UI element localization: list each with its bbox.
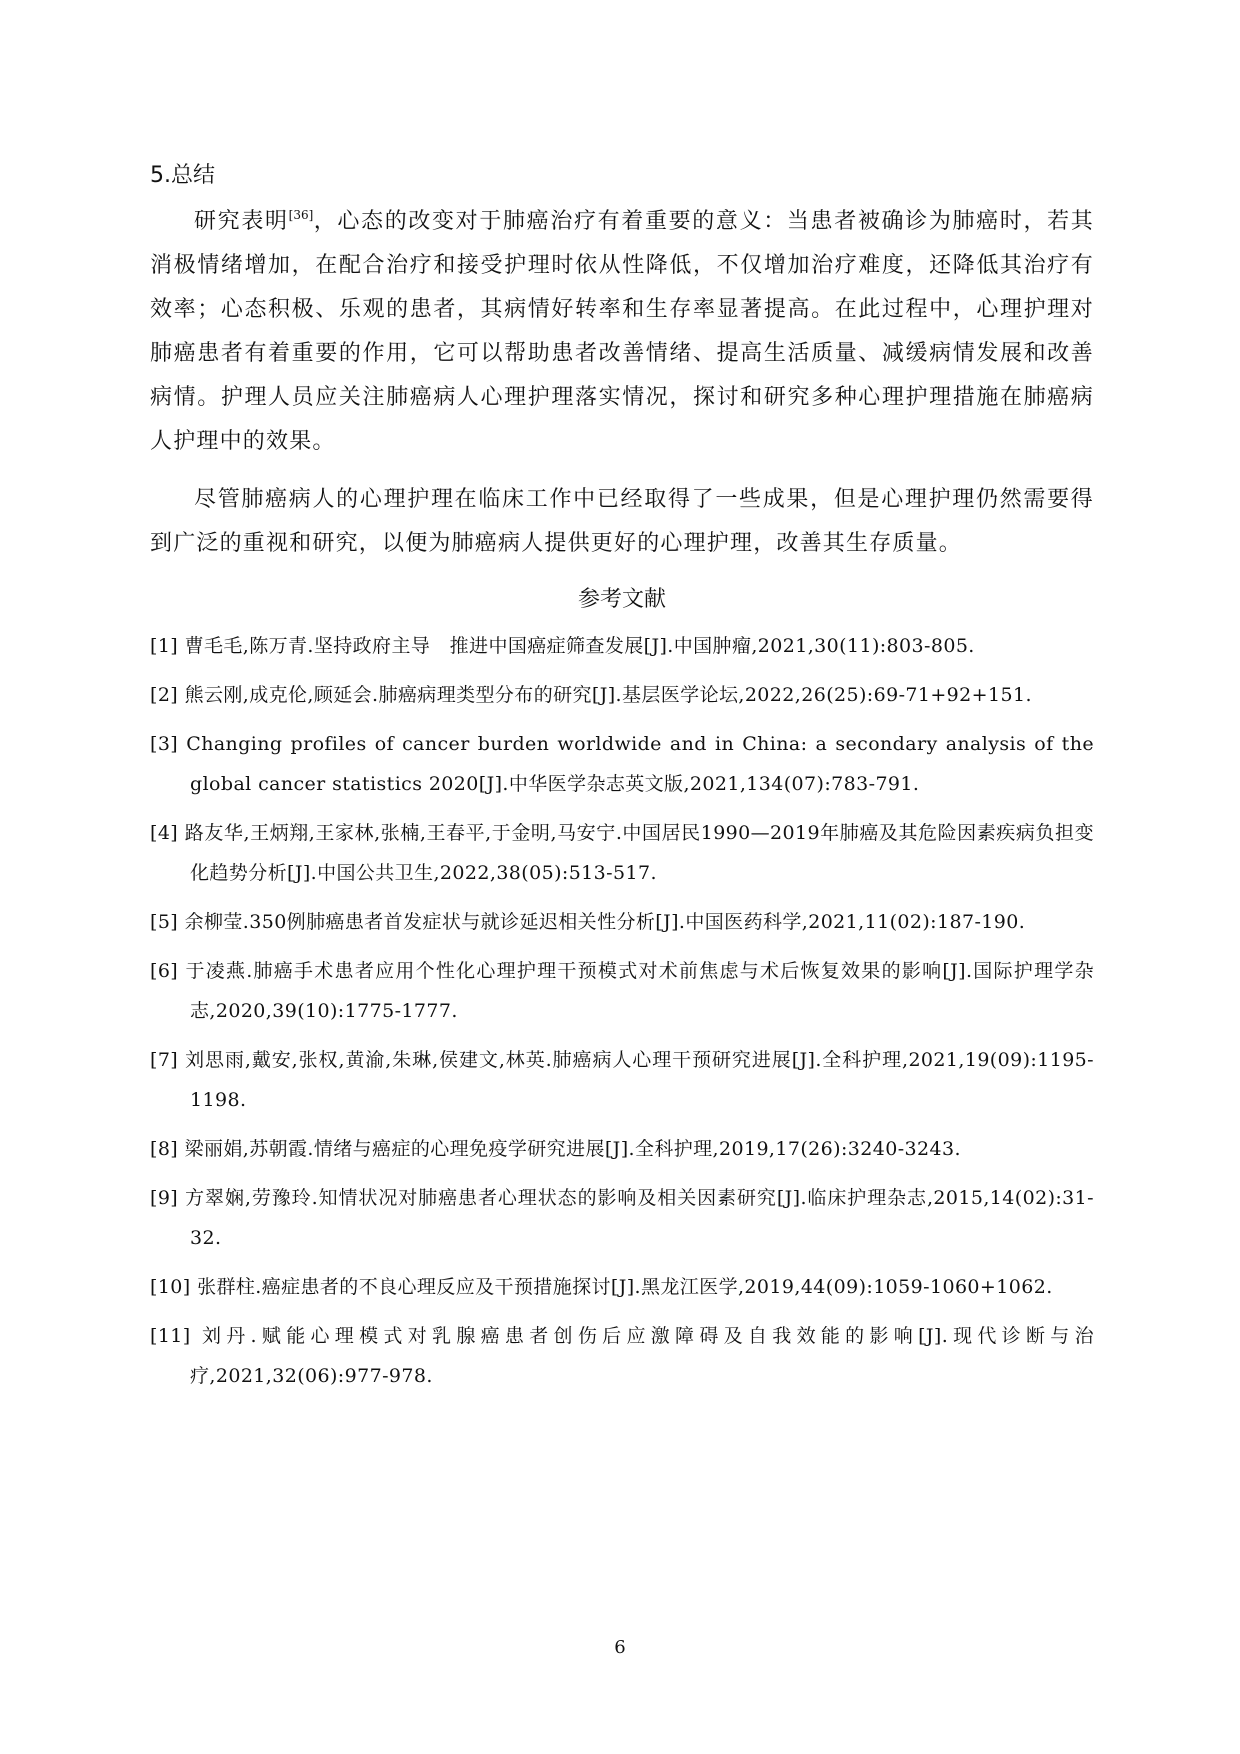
reference-text: 刘丹.赋能心理模式对乳腺癌患者创伤后应激障碍及自我效能的影响[J].现代诊断与治疗,2021,32(06):977-978. xyxy=(190,1325,1094,1387)
reference-text: 熊云刚,成克伦,顾延会.肺癌病理类型分布的研究[J].基层医学论坛,2022,26(25):69-71+92+151. xyxy=(184,684,1032,706)
reference-item xyxy=(150,724,1094,804)
reference-number: [11] xyxy=(150,1325,191,1347)
reference-number: [5] xyxy=(150,911,179,933)
reference-number: [2] xyxy=(150,684,179,706)
reference-number: [10] xyxy=(150,1276,191,1298)
reference-item xyxy=(150,951,1094,1031)
reference-item xyxy=(150,1267,1094,1307)
reference-text: 刘思雨,戴安,张权,黄渝,朱琳,侯建文,林英.肺癌病人心理干预研究进展[J].全科护理,2021,19(09):1195-1198. xyxy=(185,1049,1094,1111)
reference-item xyxy=(150,1316,1094,1396)
reference-text: 于凌燕.肺癌手术患者应用个性化心理护理干预模式对术前焦虑与术后恢复效果的影响[J].国际护理学杂志,2020,39(10):1775-1777. xyxy=(185,960,1094,1022)
document-page xyxy=(150,158,1094,1405)
reference-text: 曹毛毛,陈万青.坚持政府主导 推进中国癌症筛查发展[J].中国肿瘤,2021,30(11):803-805. xyxy=(184,635,975,657)
paragraph-1-body: ，心态的改变对于肺癌治疗有着重要的意义：当患者被确诊为肺癌时，若其消极情绪增加，在配合治疗和接受护理时依从性降低，不仅增加治疗难度，还降低其治疗有效率；心态积极、乐观的患者，其病情好转率和生存率显著提高。在此过程中，心理护理对肺癌患者有着重要的作用，它可以帮助患者改善情绪、提高生活质量、减缓病情发展和改善病情。护理人员应关注肺癌病人心理护理落实情况，探讨和研究多种心理护理措施在肺癌病人护理中的效果。 xyxy=(150,209,1094,454)
reference-text: 余柳莹.350例肺癌患者首发症状与就诊延迟相关性分析[J].中国医药科学,2021,11(02):187-190. xyxy=(184,911,1026,933)
reference-number: [6] xyxy=(150,960,179,982)
reference-text: 方翠娴,劳豫玲.知情状况对肺癌患者心理状态的影响及相关因素研究[J].临床护理杂志,2015,14(02):31-32. xyxy=(185,1187,1094,1249)
reference-text: 路友华,王炳翔,王家林,张楠,王春平,于金明,马安宁.中国居民1990—2019年肺癌及其危险因素疾病负担变化趋势分析[J].中国公共卫生,2022,38(05):513-517. xyxy=(184,822,1094,884)
summary-paragraph-1 xyxy=(150,200,1094,464)
reference-item xyxy=(150,1129,1094,1169)
reference-number: [8] xyxy=(150,1138,179,1160)
section-heading: 5.总结 xyxy=(150,163,215,188)
reference-number: [1] xyxy=(150,635,179,657)
reference-item xyxy=(150,813,1094,893)
reference-item xyxy=(150,902,1094,942)
reference-text: 梁丽娟,苏朝霞.情绪与癌症的心理免疫学研究进展[J].全科护理,2019,17(26):3240-3243. xyxy=(184,1138,961,1160)
reference-number: [3] xyxy=(150,733,179,755)
reference-list xyxy=(150,626,1094,1396)
paragraph-1-lead: 研究表明 xyxy=(194,209,289,234)
reference-item xyxy=(150,626,1094,666)
reference-text: 张群柱.癌症患者的不良心理反应及干预措施探讨[J].黑龙江医学,2019,44(09):1059-1060+1062. xyxy=(197,1276,1053,1298)
reference-text: Changing profiles of cancer burden worldwide and in China: a secondary analysis of the global cancer statistics 2020[J].中华医学杂志英文版,2021,134(07):783-791. xyxy=(186,733,1094,795)
reference-number: [9] xyxy=(150,1187,179,1209)
reference-number: [4] xyxy=(150,822,179,844)
reference-item xyxy=(150,675,1094,715)
reference-item xyxy=(150,1178,1094,1258)
page-number: 6 xyxy=(614,1637,626,1658)
reference-item xyxy=(150,1040,1094,1120)
references-title: 参考文献 xyxy=(577,587,666,612)
reference-number: [7] xyxy=(150,1049,179,1071)
citation-superscript[interactable]: [36] xyxy=(288,208,314,222)
summary-paragraph-2: 尽管肺癌病人的心理护理在临床工作中已经取得了一些成果，但是心理护理仍然需要得到广泛的重视和研究，以便为肺癌病人提供更好的心理护理，改善其生存质量。 xyxy=(150,487,1094,556)
